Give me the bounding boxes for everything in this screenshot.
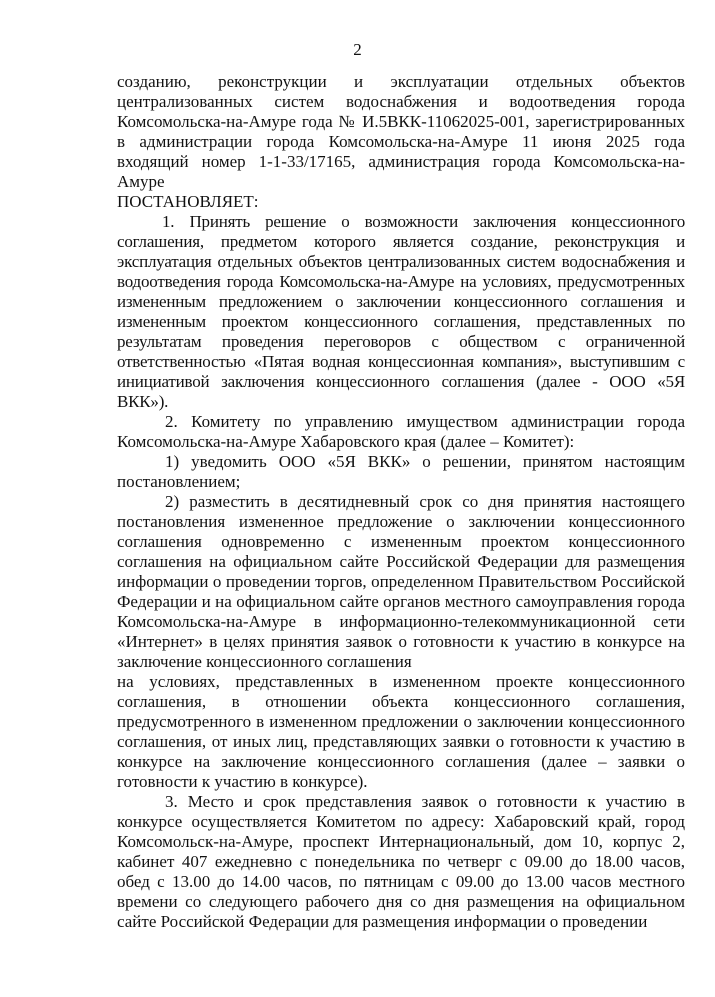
paragraph-item-2-1: 1) уведомить ООО «5Я ВКК» о решении, принятом настоящим постановлением; <box>117 452 685 491</box>
document-body <box>117 72 685 932</box>
paragraph-item-1: 1. Принять решение о возможности заключения концессионного соглашения, предметом которого является создание, реконструкция и эксплуатация отдельных объектов централизованных систем водоснабжения и водоотведения города Комсомольска-на-Амуре на условиях, предусмотренных измененным предложением о заключении концессионного соглашения и измененным проектом концессионного соглашения, представленных по результатам проведения переговоров с обществом с ограниченной ответственностью «Пятая водная концессионная компания», выступившим с инициативой заключения концессионного соглашения (далее - ООО «5Я ВКК»). <box>117 212 685 411</box>
paragraph-preamble: созданию, реконструкции и эксплуатации отдельных объектов централизованных систем водоснабжения и водоотведения города Комсомольска-на-Амуре года № И.5ВКК-11062025-001, зарегистрированных в администрации города Комсомольска-на-Амуре 11 июня 2025 года входящий номер 1-1-33/17165, администрация города Комсомольска-на-Амуре <box>117 72 685 191</box>
page-number: 2 <box>353 40 362 59</box>
paragraph-item-2-2: 2) разместить в десятидневный срок со дня принятия настоящего постановления измененное предложение о заключении концессионного соглашения одновременно с измененным проектом концессионного соглашения на официальном сайте Российской Федерации для размещения информации о проведении торгов, определенном Правительством Российской Федерации и на официальном сайте органов местного самоуправления города Комсомольска-на-Амуре в информационно-телекоммуникационной сети «Интернет» в целях принятия заявок о готовности к участию в конкурсе на заключение концессионного соглашения <box>117 492 685 671</box>
paragraph-item-3: 3. Место и срок представления заявок о готовности к участию в конкурсе осуществляется Комитетом по адресу: Хабаровский край, город Комсомольск-на-Амуре, проспект Интернациональный, дом 10, корпус 2, кабинет 407 ежедневно с понедельника по четверг с 09.00 до 18.00 часов, обед с 13.00 до 14.00 часов, по пятницам с 09.00 до 13.00 часов местного времени со следующего рабочего дня со дня размещения на официальном сайте Российской Федерации для размещения информации о проведении <box>117 792 685 931</box>
resolution-heading: ПОСТАНОВЛЯЕТ: <box>117 192 259 211</box>
paragraph-item-2-2-continued: на условиях, представленных в измененном проекте концессионного соглашения, в отношении объекта концессионного соглашения, предусмотренного в измененном предложении о заключении концессионного соглашения, от иных лиц, представляющих заявки о готовности к участию в конкурсе на заключение концессионного соглашения (далее – заявки о готовности к участию в конкурсе). <box>117 672 685 791</box>
paragraph-item-2: 2. Комитету по управлению имуществом администрации города Комсомольска-на-Амуре Хабаровского края (далее – Комитет): <box>117 412 685 451</box>
